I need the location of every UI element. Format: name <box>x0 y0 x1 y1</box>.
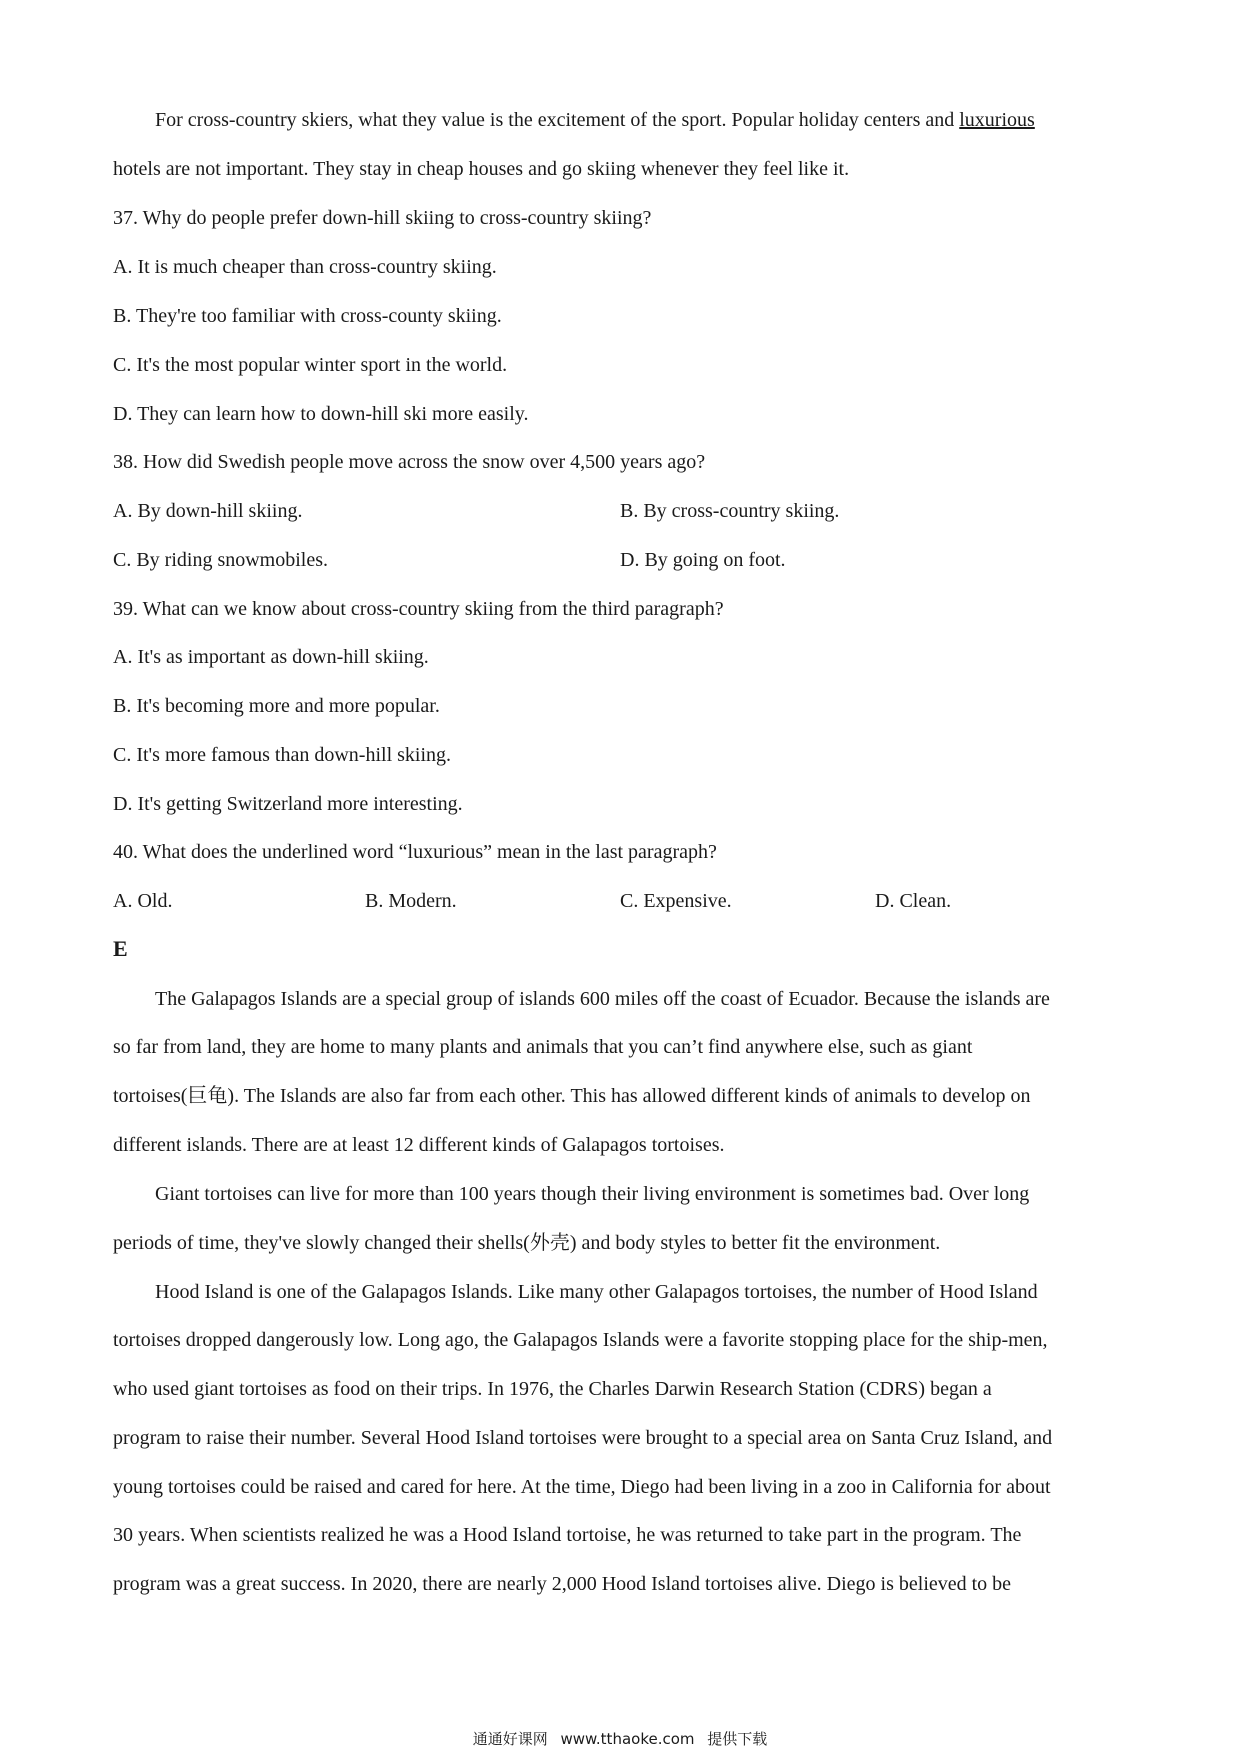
question-38-stem: 38. How did Swedish people move across the snow over 4,500 years ago? <box>113 451 706 473</box>
paragraph-line: different islands. There are at least 12 different kinds of Galapagos tortoises. <box>113 1134 725 1156</box>
question-39-option-c: C. It's more famous than down-hill skiing. <box>113 744 452 766</box>
question-38-option-d: D. By going on foot. <box>620 549 786 571</box>
underlined-word: luxurious <box>959 109 1035 131</box>
question-40-stem: 40. What does the underlined word “luxurious” mean in the last paragraph? <box>113 841 717 863</box>
paragraph-line <box>155 108 1035 132</box>
question-40-option-d: D. Clean. <box>875 890 952 912</box>
question-38-option-b: B. By cross-country skiing. <box>620 500 840 522</box>
question-40-option-c: C. Expensive. <box>620 890 732 912</box>
footer-site-name: 通通好课网 <box>472 1730 548 1748</box>
paragraph-line: periods of time, they've slowly changed their shells(外壳) and body styles to better fit the environment. <box>113 1232 941 1254</box>
paragraph-line: program to raise their number. Several Hood Island tortoises were brought to a special area on Santa Cruz Island, and <box>113 1427 1053 1449</box>
paragraph-text: For cross-country skiers, what they value is the excitement of the sport. Popular holiday centers and <box>155 109 960 131</box>
question-37-option-a: A. It is much cheaper than cross-country skiing. <box>113 256 497 278</box>
paragraph-line: young tortoises could be raised and cared for here. At the time, Diego had been living in a zoo in California for about <box>113 1476 1051 1498</box>
paragraph-line: tortoises(巨龟). The Islands are also far from each other. This has allowed different kinds of animals to develop on <box>113 1085 1031 1107</box>
section-heading: E <box>113 936 128 961</box>
question-39-option-d: D. It's getting Switzerland more interesting. <box>113 793 463 815</box>
paragraph-line: so far from land, they are home to many plants and animals that you can’t find anywhere else, such as giant <box>113 1036 973 1058</box>
question-39-option-a: A. It's as important as down-hill skiing. <box>113 646 429 668</box>
paragraph-line: hotels are not important. They stay in cheap houses and go skiing whenever they feel like it. <box>113 158 850 180</box>
question-37-option-b: B. They're too familiar with cross-county skiing. <box>113 305 502 327</box>
paragraph-line: Giant tortoises can live for more than 100 years though their living environment is sometimes bad. Over long <box>155 1183 1030 1205</box>
paragraph-line: who used giant tortoises as food on their trips. In 1976, the Charles Darwin Research Station (CDRS) began a <box>113 1378 992 1400</box>
question-40-option-a: A. Old. <box>113 890 173 912</box>
question-37-stem: 37. Why do people prefer down-hill skiing to cross-country skiing? <box>113 207 652 229</box>
paragraph-line: Hood Island is one of the Galapagos Islands. Like many other Galapagos tortoises, the number of Hood Island <box>155 1281 1038 1303</box>
paragraph-line: program was a great success. In 2020, there are nearly 2,000 Hood Island tortoises alive. Diego is believed to be <box>113 1573 1012 1595</box>
footer-note: 提供下载 <box>707 1730 768 1748</box>
question-38-option-a: A. By down-hill skiing. <box>113 500 303 522</box>
question-37-option-c: C. It's the most popular winter sport in the world. <box>113 354 508 376</box>
question-40-option-b: B. Modern. <box>365 890 457 912</box>
paragraph-line: 30 years. When scientists realized he was a Hood Island tortoise, he was returned to take part in the program. The <box>113 1524 1022 1546</box>
paragraph-line: tortoises dropped dangerously low. Long ago, the Galapagos Islands were a favorite stopping place for the ship-men, <box>113 1329 1048 1351</box>
question-37-option-d: D. They can learn how to down-hill ski more easily. <box>113 403 529 425</box>
question-39-stem: 39. What can we know about cross-country skiing from the third paragraph? <box>113 598 724 620</box>
page-footer <box>0 1728 1240 1749</box>
paragraph-line: The Galapagos Islands are a special group of islands 600 miles off the coast of Ecuador. Because the islands are <box>155 988 1050 1010</box>
question-39-option-b: B. It's becoming more and more popular. <box>113 695 440 717</box>
question-38-option-c: C. By riding snowmobiles. <box>113 549 329 571</box>
footer-url: www.tthaoke.com <box>560 1730 695 1748</box>
